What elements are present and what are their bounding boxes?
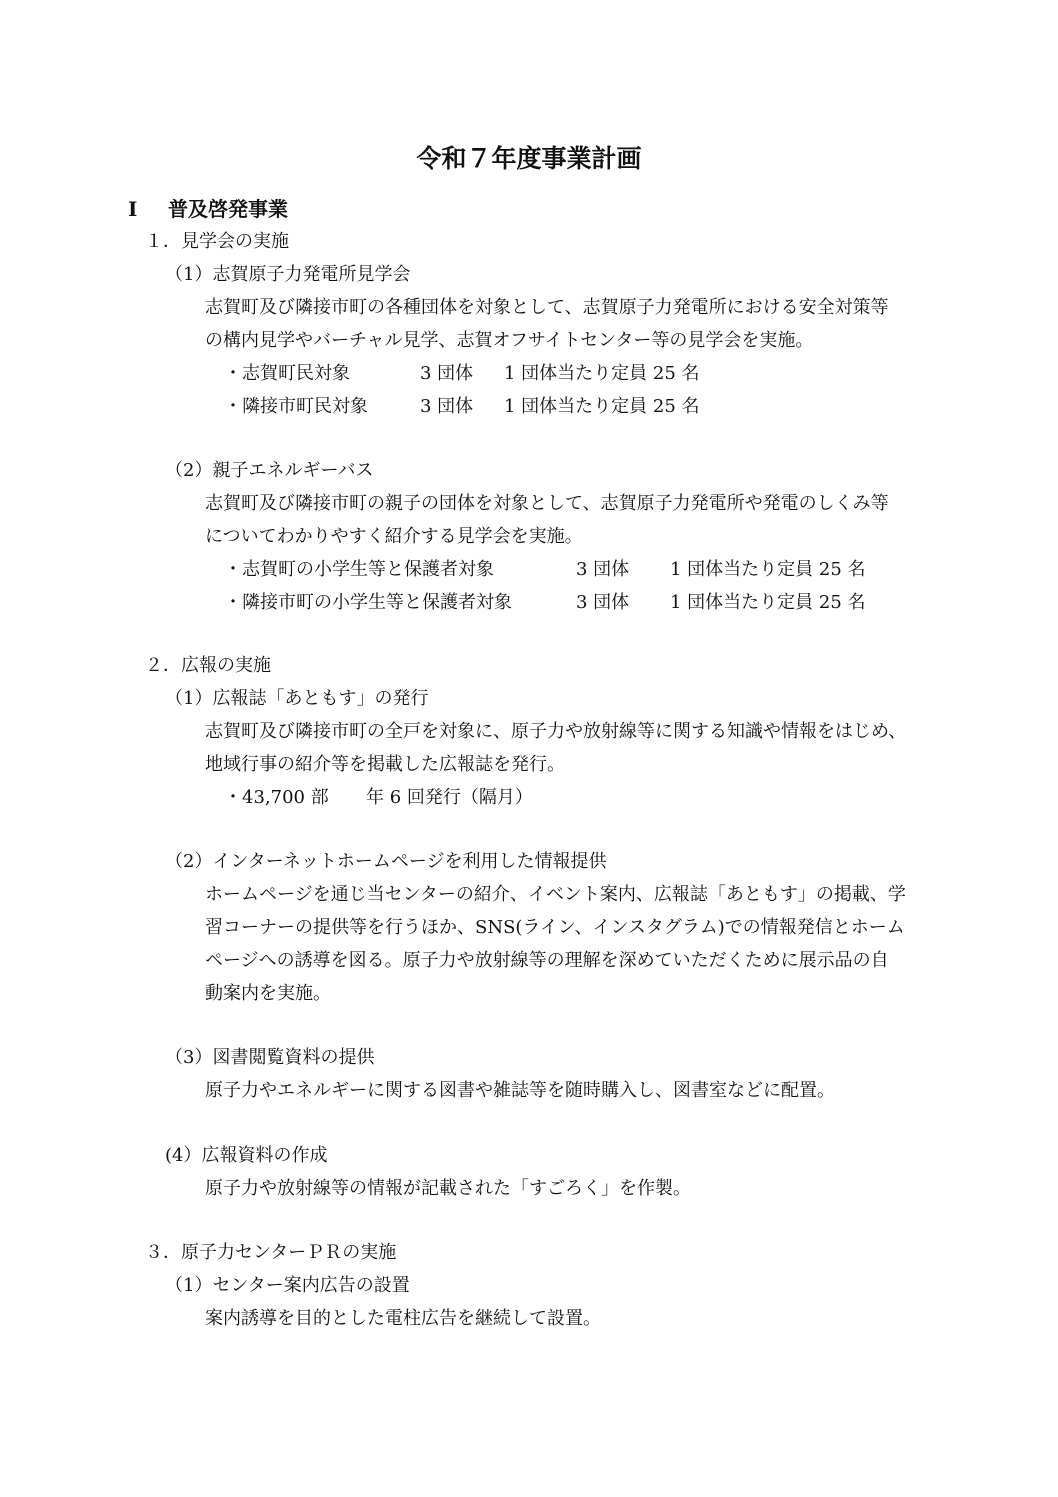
section-1-1-body-line-1: 志賀町及び隣接市町の各種団体を対象として、志賀原子力発電所における安全対策等 (205, 297, 889, 318)
list-item (224, 396, 724, 418)
section-2-heading: ２．広報の実施 (145, 655, 271, 676)
list-item-capacity: 1 団体当たり定員 25 名 (504, 363, 700, 384)
list-item (224, 787, 624, 809)
section-2-2-heading: （2）インターネットホームページを利用した情報提供 (165, 851, 607, 872)
section-2-3-body-line-1: 原子力やエネルギーに関する図書や雑誌等を随時購入し、図書室などに配置。 (205, 1080, 835, 1101)
list-item-groups: 3 団体 (420, 396, 474, 417)
chapter-label: 普及啓発事業 (168, 197, 288, 221)
chapter-heading (128, 197, 288, 221)
chapter-number: Ⅰ (128, 197, 138, 221)
list-item-groups: 3 団体 (576, 559, 630, 580)
list-item-copies: ・43,700 部 (224, 787, 329, 808)
section-1-2-body-line-1: 志賀町及び隣接市町の親子の団体を対象として、志賀原子力発電所や発電のしくみ等 (205, 493, 889, 514)
list-item (224, 592, 884, 614)
document-title: 令和７年度事業計画 (416, 144, 642, 173)
section-2-2-body-line-3: ページへの誘導を図る。原子力や放射線等の理解を深めていただくために展示品の自 (205, 950, 889, 971)
section-2-1-body-line-1: 志賀町及び隣接市町の全戸を対象に、原子力や放射線等に関する知識や情報をはじめ、 (205, 721, 907, 742)
list-item (224, 363, 724, 385)
section-1-1-heading: （1）志賀原子力発電所見学会 (165, 264, 411, 285)
section-2-4-body-line-1: 原子力や放射線等の情報が記載された「すごろく」を作製。 (205, 1178, 691, 1199)
list-item-target: ・隣接市町の小学生等と保護者対象 (224, 592, 512, 613)
section-1-2-heading: （2）親子エネルギーバス (165, 460, 374, 481)
list-item-target: ・志賀町民対象 (224, 363, 350, 384)
list-item-groups: 3 団体 (576, 592, 630, 613)
list-item-groups: 3 団体 (420, 363, 474, 384)
section-1-heading: １．見学会の実施 (145, 231, 289, 252)
list-item (224, 559, 884, 581)
section-2-2-body-line-2: 習コーナーの提供等を行うほか、SNS(ライン、インスタグラム)での情報発信とホーム (205, 917, 905, 938)
section-2-4-heading: (4）広報資料の作成 (165, 1145, 328, 1166)
section-2-1-body-line-2: 地域行事の紹介等を掲載した広報誌を発行。 (205, 754, 565, 775)
section-3-1-body-line-1: 案内誘導を目的とした電柱広告を継続して設置。 (205, 1308, 601, 1329)
list-item-frequency: 年 6 回発行（隔月） (366, 787, 533, 808)
list-item-capacity: 1 団体当たり定員 25 名 (504, 396, 700, 417)
section-1-1-body-line-2: の構内見学やバーチャル見学、志賀オフサイトセンター等の見学会を実施。 (205, 330, 814, 351)
list-item-capacity: 1 団体当たり定員 25 名 (670, 592, 866, 613)
section-3-1-heading: （1）センター案内広告の設置 (165, 1275, 410, 1296)
list-item-target: ・志賀町の小学生等と保護者対象 (224, 559, 494, 580)
section-2-2-body-line-1: ホームページを通じ当センターの紹介、イベント案内、広報誌「あともす」の掲載、学 (205, 884, 906, 905)
section-2-1-heading: （1）広報誌「あともす」の発行 (165, 688, 429, 709)
list-item-capacity: 1 団体当たり定員 25 名 (670, 559, 866, 580)
section-1-2-body-line-2: についてわかりやすく紹介する見学会を実施。 (205, 526, 583, 547)
list-item-target: ・隣接市町民対象 (224, 396, 368, 417)
section-2-2-body-line-4: 動案内を実施。 (205, 983, 331, 1004)
section-3-heading: ３．原子力センターＰＲの実施 (145, 1242, 397, 1263)
section-2-3-heading: （3）図書閲覧資料の提供 (165, 1047, 375, 1068)
